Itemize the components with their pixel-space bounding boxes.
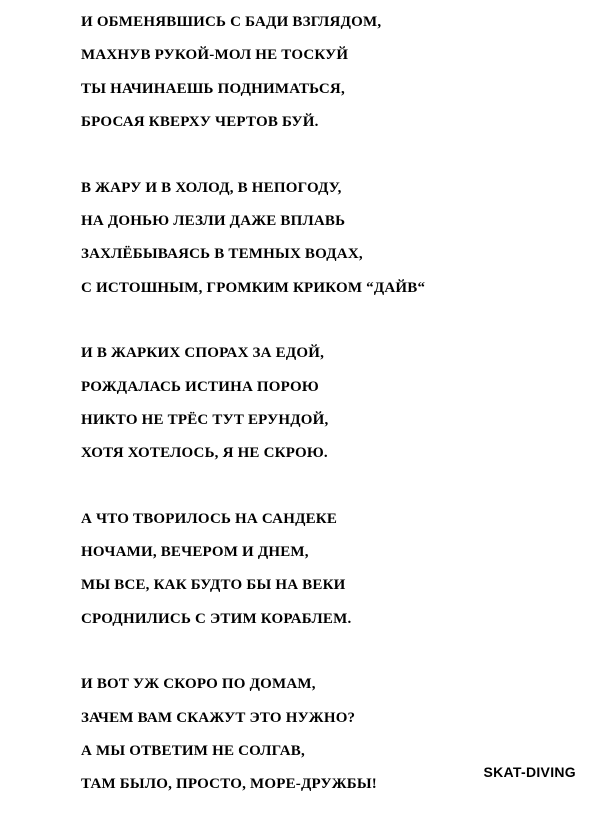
stanza-5 bbox=[81, 668, 581, 802]
poem-line: НА ДОНЬЮ ЛЕЗЛИ ДАЖЕ ВПЛАВЬ bbox=[81, 212, 346, 229]
poem-line: НОЧАМИ, ВЕЧЕРОМ И ДНЕМ, bbox=[81, 544, 309, 561]
stanza-4 bbox=[81, 503, 581, 637]
poem-line: И ВОТ УЖ СКОРО ПО ДОМАМ, bbox=[81, 676, 316, 693]
poem-line: РОЖДАЛАСЬ ИСТИНА ПОРОЮ bbox=[81, 378, 319, 395]
poem-line: МЫ ВСЕ, КАК БУДТО БЫ НА ВЕКИ bbox=[81, 577, 346, 594]
poem-line: ТАМ БЫЛО, ПРОСТО, МОРЕ-ДРУЖБЫ! bbox=[81, 776, 377, 793]
poem-line: БРОСАЯ КВЕРХУ ЧЕРТОВ БУЙ. bbox=[81, 114, 319, 131]
stanza-1 bbox=[81, 6, 581, 140]
watermark: SKAT-DIVING bbox=[483, 764, 576, 780]
poem-line: И В ЖАРКИХ СПОРАХ ЗА ЕДОЙ, bbox=[81, 345, 325, 362]
poem-line: ХОТЯ ХОТЕЛОСЬ, Я НЕ СКРОЮ. bbox=[81, 445, 328, 462]
poem bbox=[81, 6, 581, 834]
poem-line: ЗАЧЕМ ВАМ СКАЖУТ ЭТО НУЖНО? bbox=[81, 709, 356, 726]
poem-line: МАХНУВ РУКОЙ-МОЛ НЕ ТОСКУЙ bbox=[81, 47, 349, 64]
poem-line: ЗАХЛЁБЫВАЯСЬ В ТЕМНЫХ ВОДАХ, bbox=[81, 246, 363, 263]
poem-line: НИКТО НЕ ТРЁС ТУТ ЕРУНДОЙ, bbox=[81, 411, 329, 428]
poem-line: СРОДНИЛИСЬ С ЭТИМ КОРАБЛЕМ. bbox=[81, 610, 352, 627]
poem-line: И ОБМЕНЯВШИСЬ С БАДИ ВЗГЛЯДОМ, bbox=[81, 14, 382, 30]
poem-line: В ЖАРУ И В ХОЛОД, В НЕПОГОДУ, bbox=[81, 179, 342, 196]
poem-line: А ЧТО ТВОРИЛОСЬ НА САНДЕКЕ bbox=[81, 510, 338, 527]
poem-line: ТЫ НАЧИНАЕШЬ ПОДНИМАТЬСЯ, bbox=[81, 80, 345, 97]
stanza-3 bbox=[81, 337, 581, 471]
poem-line: С ИСТОШНЫМ, ГРОМКИМ КРИКОМ “ДАЙВ“ bbox=[81, 279, 426, 296]
stanza-2 bbox=[81, 172, 581, 306]
poem-line: А МЫ ОТВЕТИМ НЕ СОЛГАВ, bbox=[81, 743, 305, 760]
